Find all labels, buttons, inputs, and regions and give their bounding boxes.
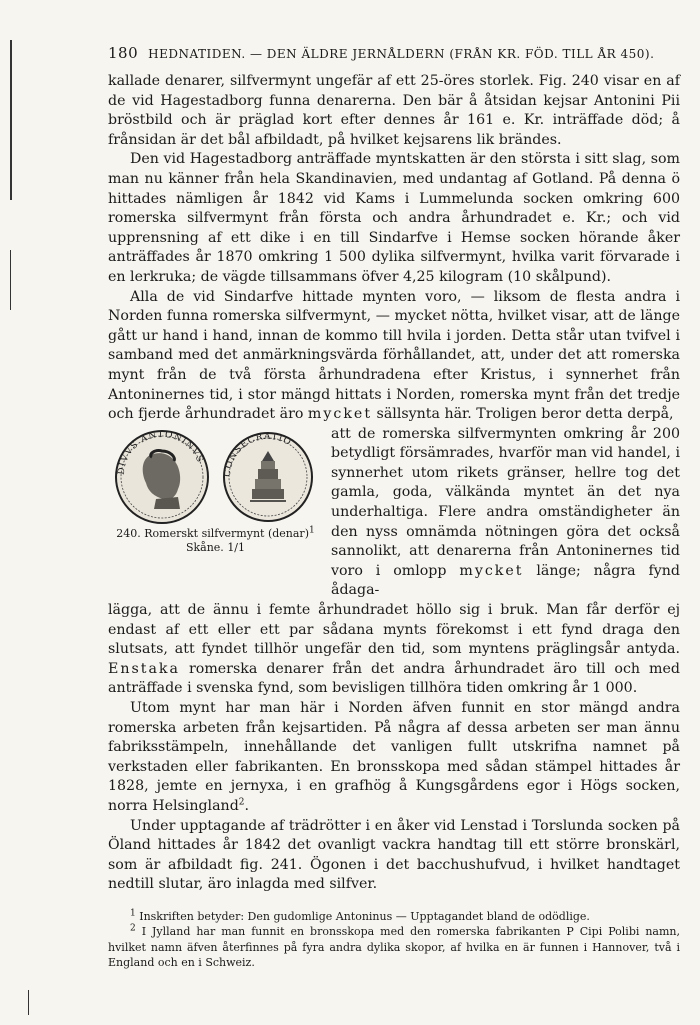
coin-illustration xyxy=(110,425,322,525)
paragraph-5 xyxy=(108,699,680,817)
page-header xyxy=(108,44,680,62)
footnote-ref: 2 xyxy=(238,797,245,808)
footnote-1 xyxy=(108,909,680,925)
coin-obverse xyxy=(116,430,208,523)
reverse-legend: CONSECRATIO xyxy=(222,431,293,478)
figure-240 xyxy=(108,425,323,601)
book-page xyxy=(108,44,680,971)
coin-reverse xyxy=(222,432,311,521)
obverse-legend: DIVVS ANTONINVS xyxy=(116,429,205,476)
margin-mark xyxy=(10,40,12,200)
footnote-mark: 2 xyxy=(130,923,136,934)
caption-place: Skåne. xyxy=(185,540,224,554)
caption-text: 240. Romerskt silfvermynt (denar) xyxy=(116,526,309,540)
footnote-text: I Jylland har man funnit en bronsskopa med den romerska fabrikanten P Cipi Polibi namn, hvilket namn äfven återfinnes på fyra andra dylika skopor, af hvilka en är funnen i Hannover, två i England och en i Schweiz. xyxy=(108,925,680,970)
paragraph-3 xyxy=(108,288,680,425)
paragraph-text: . xyxy=(244,797,250,814)
footnote-ref: 1 xyxy=(309,525,315,536)
figure-caption xyxy=(116,527,314,555)
figure-block xyxy=(108,425,680,601)
paragraph-text: Utom mynt har man här i Norden äfven funnit en stor mängd andra romerska arbeten från kejsartiden. På några af dessa arbeten ser man ännu fabriksstämpeln, innehållande det vanligen fullt utskrifna namnet på verkstaden eller fabrikanten. En bronsskopa med sådan stämpel hittades år 1828, jemte en jernyxa, i en grafhög å Kungsgårdens egor i Högs socken, norra Helsingland xyxy=(108,700,680,814)
emphasis-text: mycket xyxy=(307,406,373,423)
paragraph-text: att de romerska silfvermynten omkring år 200 betydligt försämrades, hvarför man vid handel, i synnerhet utom rikets gränser, hellre tog det gamla, goda, välkända myntet än det nya underhaltiga. Flere andra omständigheter än den nyss omnämda nötningen göra det också sannolikt, att denarerna från Antoninernes tid voro i omlopp xyxy=(331,425,680,579)
footnote-2 xyxy=(108,924,680,971)
paragraph-text: sällsynta här. Troligen beror detta derpå, xyxy=(372,406,674,423)
paragraph-text: romerska denarer från det andra århundradet äro till och med anträffade i svenska fynd, som bevisligen tillhöra tiden omkring år 1 000. xyxy=(108,660,680,697)
paragraph-text: Alla de vid Sindarfve hittade mynten voro, — liksom de flesta andra i Norden funna romerska silfvermynt, — mycket nötta, hvilket visar, att de länge gått ur hand i hand, innan de kommo till hvila i jorden. Detta står utan tvifvel i samband med det anmärkningsvärda förhållandet, att, under det att romerska mynt från de två första århundradena efter Kristus, i synnerhet från Antoninernes tid, i stor mängd hittats i Norden, romerska mynt från det tredje och fjerde århundradet äro xyxy=(108,288,680,423)
paragraph-text: länge; några fynd ådaga- xyxy=(331,562,680,599)
caption-scale: 1/1 xyxy=(227,540,246,554)
running-title: HEDNATIDEN. — DEN ÄLDRE JERNÅLDERN (FRÅN KR. FÖD. TILL ÅR 450). xyxy=(148,47,655,61)
margin-mark xyxy=(28,990,29,1015)
paragraph-4 xyxy=(108,601,680,699)
paragraph-1: kallade denarer, silfvermynt ungefär af ett 25-öres storlek. Fig. 240 visar en af de vid Hagestadborg funna denarerna. Den bär å åtsidan kejsar Antonini Pii bröstbild och är präglad kort efter dennes år 161 e. Kr. inträffade död; å frånsidan är det bål afbildadt, på hvilket kejsarens lik brändes. xyxy=(108,73,680,148)
footnote-text: Inskriften betyder: Den gudomlige Antoninus — Upptagandet bland de odödlige. xyxy=(139,909,590,923)
emphasis-text: Enstaka xyxy=(108,660,180,677)
margin-mark xyxy=(10,250,11,310)
figure-side-text xyxy=(331,425,680,601)
emphasis-text: mycket xyxy=(459,562,524,579)
page-number: 180 xyxy=(108,44,139,62)
paragraph-text: lägga, att de ännu i femte århundradet höllo sig i bruk. Man får derför ej endast af ett eller ett par sådana mynts förekomst i ett fynd draga den slutsats, att fyndet tillhör ungefär den tid, som myntens präglingsår antyda. xyxy=(108,602,680,658)
footnote-mark: 1 xyxy=(130,908,136,919)
paragraph-6: Under upptagande af trädrötter i en åker vid Lenstad i Torslunda socken på Öland hittades år 1842 det ovanligt vackra handtag till ett större bronskärl, som är afbildadt fig. 241. Ögonen i det bacchushufvud, i hvilket handtaget nedtill slutar, äro inlagda med silfver. xyxy=(108,817,680,893)
paragraph-2: Den vid Hagestadborg anträffade myntskatten är den största i sitt slag, som man nu känner från hela Skandinavien, med undantag af Gotland. På denna ö hittades nämligen år 1842 vid Kams i Lummelunda socken omkring 600 romerska silfvermynt från första och andra århundradet e. Kr.; och vid upprensning af ett dike i en till Sindarfve i Hemse socken hörande åker anträffades år 1870 omkring 1 500 dylika silfvermynt, hvilka varit förvarade i en lerkruka; de vägde tillsammans öfver 4,25 kilogram (10 skålpund). xyxy=(108,151,680,285)
footnotes xyxy=(108,909,680,971)
